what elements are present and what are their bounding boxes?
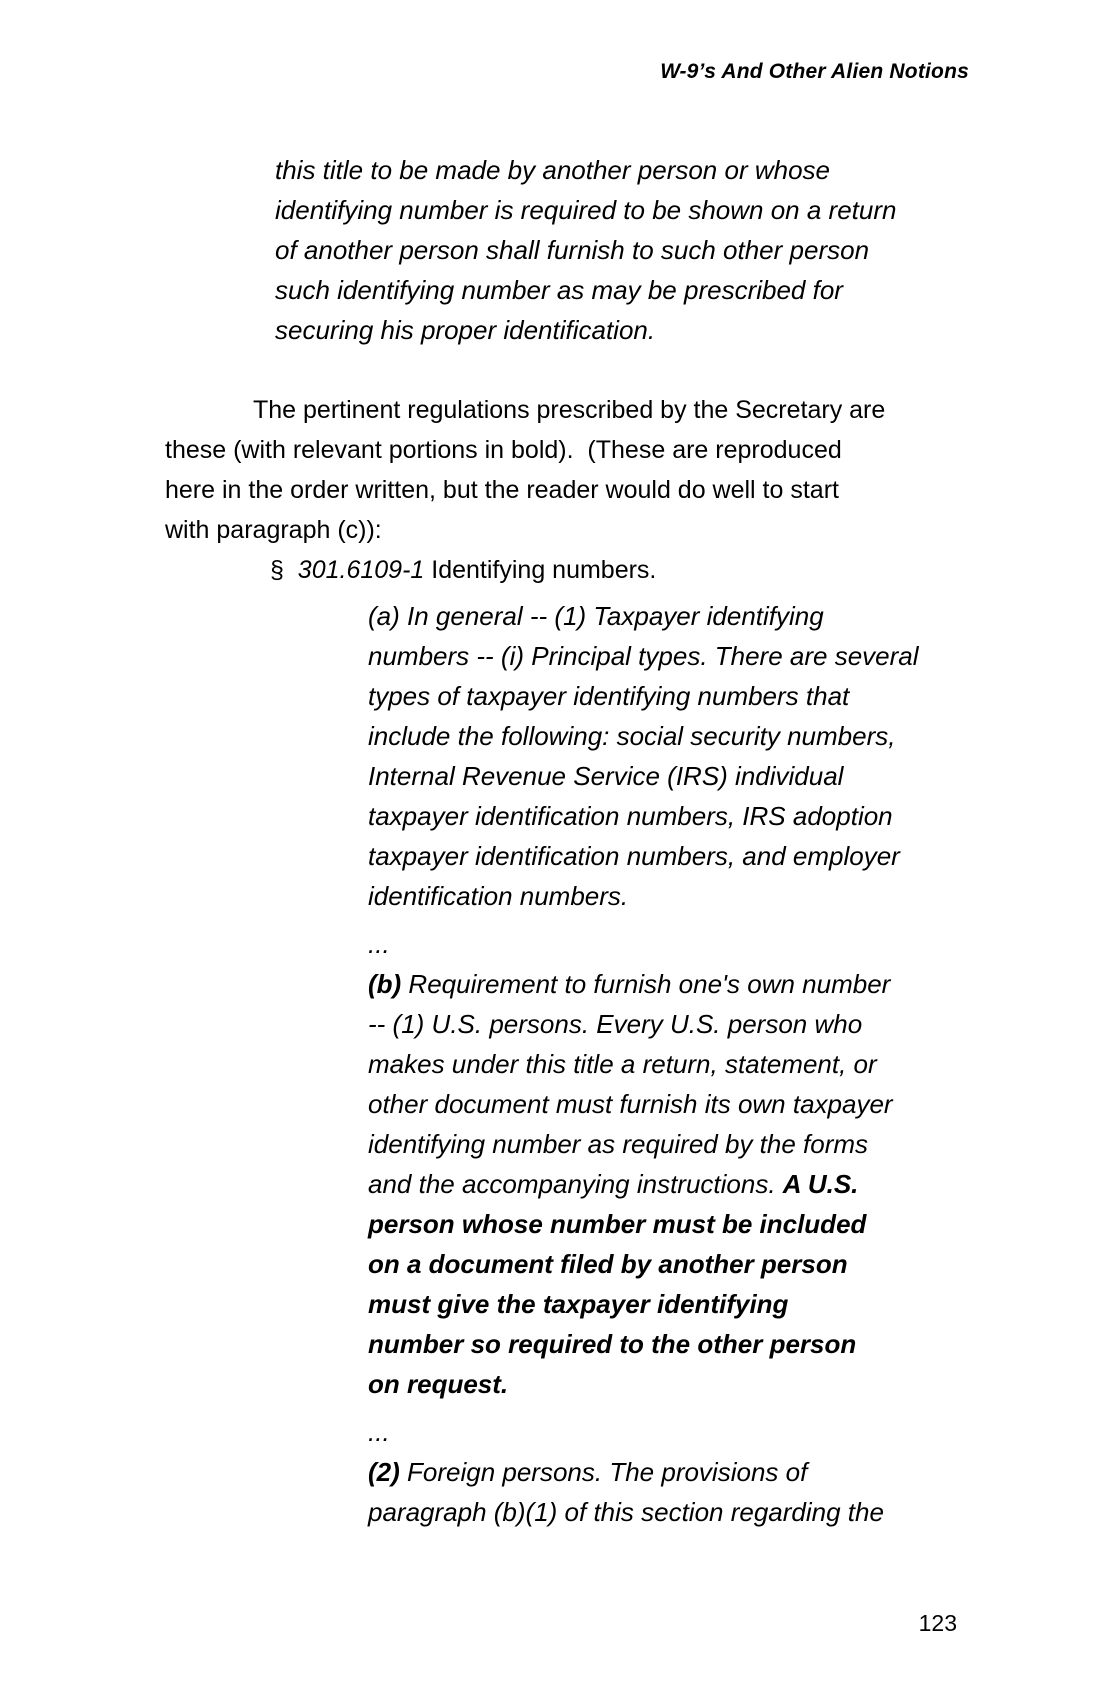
regulation-excerpt — [368, 596, 977, 1532]
text-line — [368, 924, 977, 964]
text-line — [368, 1324, 977, 1364]
text-line — [270, 550, 977, 590]
text-line — [368, 1164, 977, 1204]
text-line — [368, 1044, 977, 1084]
text-line — [368, 1284, 977, 1324]
text-segment: Identifying numbers. — [424, 556, 657, 584]
text-segment: must give the taxpayer identifying — [368, 1289, 789, 1319]
text-segment: with paragraph (c)): — [165, 516, 382, 544]
text-segment: other document must furnish its own taxpayer — [368, 1089, 893, 1119]
text-line — [165, 470, 977, 510]
text-segment: identification numbers. — [368, 881, 629, 911]
text-segment: on a document filed by another person — [368, 1249, 848, 1279]
text-segment: of another person shall furnish to such other person — [275, 235, 870, 265]
text-segment: identifying number is required to be shown on a return — [275, 195, 897, 225]
text-line — [368, 836, 977, 876]
text-line — [275, 190, 977, 230]
text-segment: -- (1) U.S. persons. Every U.S. person who — [368, 1009, 863, 1039]
commentary-paragraph — [165, 390, 977, 550]
text-line — [368, 636, 977, 676]
text-segment: 301.6109-1 — [297, 556, 425, 584]
text-line — [368, 1412, 977, 1452]
text-segment: Internal Revenue Service (IRS) individual — [368, 761, 844, 791]
text-line — [368, 676, 977, 716]
text-segment: § — [270, 556, 298, 584]
text-line — [368, 1364, 977, 1404]
text-line — [368, 796, 977, 836]
running-header: W-9’s And Other Alien Notions — [660, 60, 969, 83]
text-line — [275, 310, 977, 350]
page-number: 123 — [918, 1610, 957, 1636]
text-segment: ... — [368, 1417, 390, 1447]
text-line — [275, 230, 977, 270]
text-line — [368, 1004, 977, 1044]
text-line — [368, 876, 977, 916]
text-line — [368, 1452, 977, 1492]
regulation-section-heading — [165, 550, 977, 590]
text-segment: number so required to the other person — [368, 1329, 857, 1359]
text-line — [368, 1492, 977, 1532]
text-segment: types of taxpayer identifying numbers that — [368, 681, 850, 711]
text-line — [165, 430, 977, 470]
text-segment: this title to be made by another person or whose — [275, 155, 830, 185]
text-segment: such identifying number as may be prescribed for — [275, 275, 843, 305]
text-line — [165, 390, 977, 430]
text-segment: Foreign persons. The provisions of — [399, 1457, 808, 1487]
text-segment: makes under this title a return, statement, or — [368, 1049, 877, 1079]
text-line — [368, 756, 977, 796]
text-line — [275, 150, 977, 190]
text-line — [275, 270, 977, 310]
text-segment: include the following: social security numbers, — [368, 721, 896, 751]
text-segment: The pertinent regulations prescribed by the Secretary are — [253, 396, 886, 424]
text-segment: on request. — [368, 1369, 509, 1399]
text-segment: and the accompanying instructions. — [368, 1169, 783, 1199]
text-segment: taxpayer identification numbers, and employer — [368, 841, 900, 871]
text-line — [368, 716, 977, 756]
text-line — [368, 964, 977, 1004]
text-line — [368, 1084, 977, 1124]
text-segment: numbers -- (i) Principal types. There are several — [368, 641, 919, 671]
statute-quote-paragraph — [275, 150, 977, 350]
text-line — [368, 1204, 977, 1244]
text-segment: identifying number as required by the forms — [368, 1129, 869, 1159]
text-line — [368, 596, 977, 636]
text-line — [165, 510, 977, 550]
text-segment: A U.S. — [782, 1169, 859, 1199]
text-segment: person whose number must be included — [368, 1209, 867, 1239]
text-segment: paragraph (b)(1) of this section regarding the — [368, 1497, 884, 1527]
text-segment: taxpayer identification numbers, IRS adoption — [368, 801, 893, 831]
text-segment: these (with relevant portions in bold). (These are reproduced — [165, 436, 842, 464]
text-segment: ... — [368, 929, 390, 959]
text-segment: (a) In general -- (1) Taxpayer identifying — [368, 601, 824, 631]
text-segment: Requirement to furnish one's own number — [401, 969, 891, 999]
text-segment: (2) — [368, 1457, 400, 1487]
text-line — [368, 1124, 977, 1164]
text-segment: (b) — [368, 969, 402, 999]
page-body — [165, 150, 977, 1532]
text-segment: here in the order written, but the reader would do well to start — [165, 476, 839, 504]
text-segment: securing his proper identification. — [275, 315, 656, 345]
text-line — [368, 1244, 977, 1284]
